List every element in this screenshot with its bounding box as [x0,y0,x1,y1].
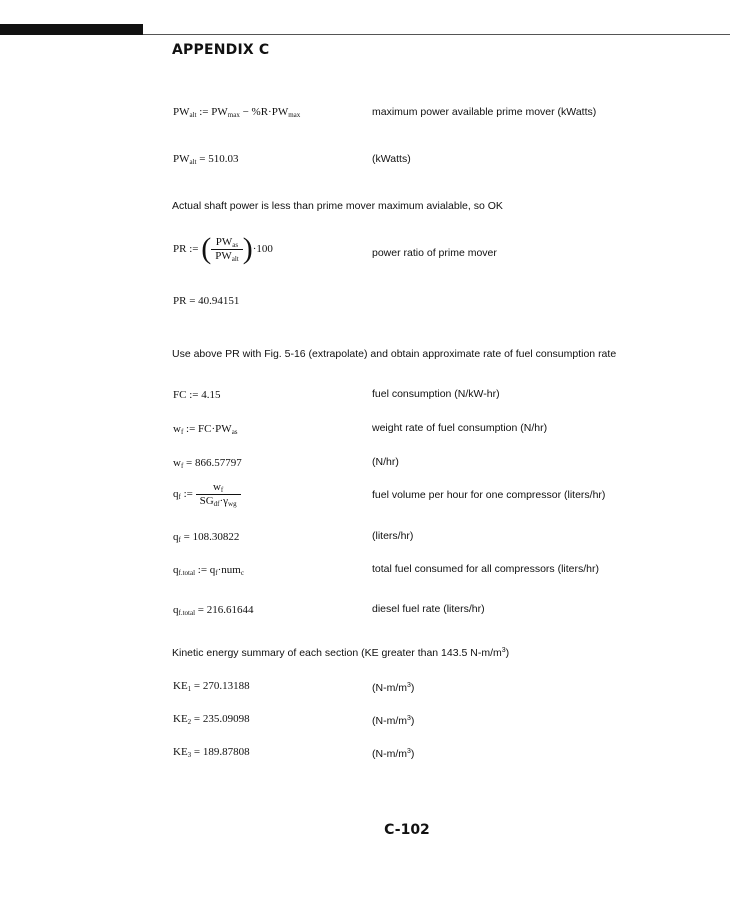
description-wf: weight rate of fuel consumption (N/hr) [372,422,548,434]
equation-pwalt-definition: $PW_{alt}$ := $PW_{max} - \%R\cdot PW_{max}$ [173,106,301,119]
equation-wf-value: $w_f = 866.57797$ [173,457,242,470]
description-qftotal: total fuel consumed for all compressors (liters/hr) [372,563,599,575]
wf-value: 866.57797 [195,457,242,469]
qftotal-value: 216.61644 [206,604,254,616]
ke1-unit: (N-m/m [372,682,407,694]
pr-value: 40.94151 [198,295,240,307]
description-wf-unit: (N/hr) [372,456,399,468]
equation-pr-definition: PR := ( $\frac{PW_{as}}{PW_{alt}}$ )·100 [173,232,273,265]
description-ke3-unit: $(N-m/m^3)$ [372,748,415,760]
equation-ke3: $KE_3 = 189.87808$ [173,746,250,759]
ke2-value: 235.09098 [202,713,250,725]
description-pwalt-unit: (kWatts) [372,153,411,165]
equation-ke1: $KE_1 = 270.13188$ [173,680,250,693]
equation-pwalt-value: $PW_{alt} = 510.03$ [173,153,239,166]
equation-fc: FC := 4.15 [173,389,221,401]
description-pwalt: maximum power available prime mover (kWatts) [372,106,597,118]
equation-ke2: $KE_2 = 235.09098$ [173,713,250,726]
description-qf-unit: (liters/hr) [372,530,414,542]
description-ke2-unit: $(N-m/m^3)$ [372,715,415,727]
equation-wf-definition: $w_f$ := $FC\cdot PW_{as}$ [173,423,238,436]
page-number: C-102 [384,822,430,838]
equation-qftotal-definition: $q_{f.total}$ := $q_f\cdot num_c$ [173,564,244,577]
ke2-unit: (N-m/m [372,715,407,727]
note-fig-5-16: Use above PR with Fig. 5-16 (extrapolate) and obtain approximate rate of fuel consumption rate [172,348,617,360]
pwalt-value: 510.03 [208,153,239,165]
ke3-unit: (N-m/m [372,748,407,760]
equation-qf-value: $q_f = 108.30822$ [173,531,240,544]
equation-qftotal-value: $q_{f.total} = 216.61644$ [173,604,254,617]
description-diesel-rate: diesel fuel rate (liters/hr) [372,603,485,615]
fc-value: 4.15 [201,389,221,401]
qf-value: 108.30822 [192,531,240,543]
ke1-value: 270.13188 [202,680,250,692]
page-header: APPENDIX C [172,42,270,58]
equation-qf-definition: $q_f$ := $\frac{w_f}{SG_{df}\cdot\gamma_{wg}}$ [173,481,241,508]
ke3-value: 189.87808 [202,746,250,758]
description-pr: power ratio of prime mover [372,247,497,259]
header-black-bar [0,24,143,35]
ke-note-text: Kinetic energy summary of each section (KE greater than 143.5 N-m/m [172,647,502,659]
description-ke1-unit: $(N-m/m^3)$ [372,682,415,694]
description-qf: fuel volume per hour for one compressor (liters/hr) [372,489,606,501]
note-kinetic-energy: Kinetic energy summary of each section (KE greater than 143.5 $N-m/m^3$) [172,647,510,659]
pr-factor: 100 [256,243,273,255]
equation-pr-value: PR = 40.94151 [173,295,240,307]
header-rule [143,34,730,35]
description-fc: fuel consumption (N/kW-hr) [372,388,500,400]
note-shaft-power-ok: Actual shaft power is less than prime mover maximum avialable, so OK [172,200,503,212]
